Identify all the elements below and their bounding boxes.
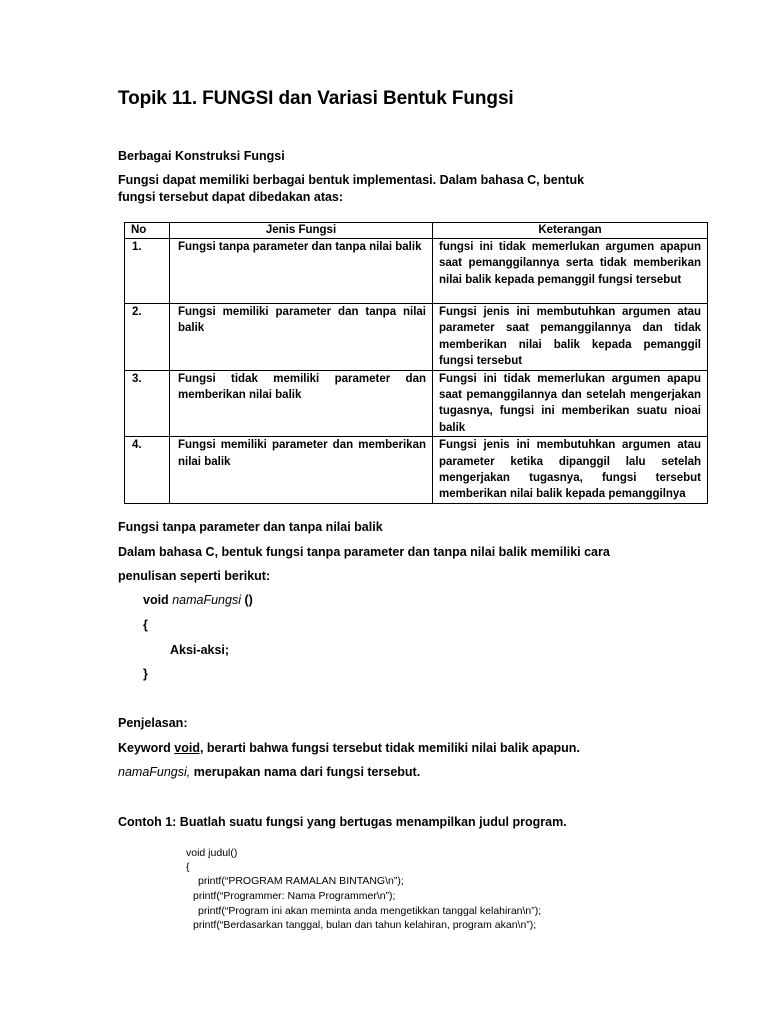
code-line: printf(“Berdasarkan tanggal, bulan dan tahun kelahiran, program akan\n”);	[193, 919, 537, 931]
section-heading: Berbagai Konstruksi Fungsi	[118, 149, 285, 163]
code-line: printf(“PROGRAM RAMALAN BINTANG\n”);	[198, 875, 404, 887]
table-header-row	[125, 223, 708, 239]
header-keterangan: Keterangan	[433, 223, 708, 239]
page-title: Topik 11. FUNGSI dan Variasi Bentuk Fungsi	[118, 88, 514, 109]
header-no: No	[125, 223, 170, 239]
code-line: {	[186, 861, 190, 873]
function-name-italic: namaFungsi,	[118, 765, 191, 779]
parens: ()	[244, 593, 253, 607]
table-row	[125, 239, 708, 304]
explanation-prefix: Keyword	[118, 741, 175, 755]
row-number: 1.	[125, 239, 170, 304]
example-heading: Contoh 1: Buatlah suatu fungsi yang bertugas menampilkan judul program.	[118, 815, 567, 829]
explanation-void	[118, 740, 580, 757]
row-keterangan: Fungsi jenis ini membutuhkan argumen atau parameter saat pemanggilannya dan tidak memberikan nilai balik kepada pemanggil fungsi tersebut	[433, 304, 708, 371]
row-number: 2.	[125, 304, 170, 371]
syntax-body: Aksi-aksi;	[170, 643, 230, 657]
subheading: Fungsi tanpa parameter dan tanpa nilai balik	[118, 520, 383, 534]
header-jenis-fungsi: Jenis Fungsi	[170, 223, 433, 239]
row-jenis: Fungsi memiliki parameter dan tanpa nilai balik	[170, 304, 433, 371]
description-line-2: penulisan seperti berikut:	[118, 569, 271, 583]
function-name: namaFungsi	[172, 593, 241, 607]
row-number: 4.	[125, 437, 170, 504]
code-line: void judul()	[186, 847, 238, 859]
void-keyword-underlined: void,	[174, 741, 204, 755]
open-brace: {	[143, 618, 148, 632]
code-line: printf(“Programmer: Nama Programmer\n”);	[193, 890, 396, 902]
function-types-table	[124, 222, 708, 504]
penjelasan-label: Penjelasan:	[118, 716, 188, 730]
row-jenis: Fungsi tidak memiliki parameter dan memberikan nilai balik	[170, 370, 433, 437]
explanation-rest: merupakan nama dari fungsi tersebut.	[190, 765, 421, 779]
row-jenis: Fungsi memiliki parameter dan memberikan nilai balik	[170, 437, 433, 504]
table-row	[125, 304, 708, 371]
table-row	[125, 370, 708, 437]
row-number: 3.	[125, 370, 170, 437]
syntax-signature	[143, 593, 253, 607]
description-line-1: Dalam bahasa C, bentuk fungsi tanpa parameter dan tanpa nilai balik memiliki cara	[118, 545, 610, 559]
row-jenis: Fungsi tanpa parameter dan tanpa nilai balik	[170, 239, 433, 304]
row-keterangan: Fungsi jenis ini membutuhkan argumen atau parameter ketika dipanggil lalu setelah mengerjakan tugasnya, fungsi tersebut memberikan nilai balik kepada pemanggilnya	[433, 437, 708, 504]
void-keyword: void	[143, 593, 169, 607]
code-line: printf(“Program ini akan meminta anda mengetikkan tanggal kelahiran\n”);	[198, 905, 542, 917]
intro-paragraph: Fungsi dapat memiliki berbagai bentuk implementasi. Dalam bahasa C, bentuk fungsi tersebut dapat dibedakan atas:	[118, 173, 585, 204]
row-keterangan: fungsi ini tidak memerlukan argumen apapun saat pemanggilannya serta tidak memberikan nilai balik kepada pemanggil fungsi tersebut	[433, 239, 708, 304]
close-brace: }	[143, 667, 148, 681]
row-keterangan: Fungsi ini tidak memerlukan argumen apapu saat pemanggilannya dan setelah mengerjakan tugasnya, fungsi ini memberikan suatu nioai balik	[433, 370, 708, 437]
explanation-rest: berarti bahwa fungsi tersebut tidak memiliki nilai balik apapun.	[203, 741, 580, 755]
table-row	[125, 437, 708, 504]
explanation-function-name	[118, 764, 420, 781]
